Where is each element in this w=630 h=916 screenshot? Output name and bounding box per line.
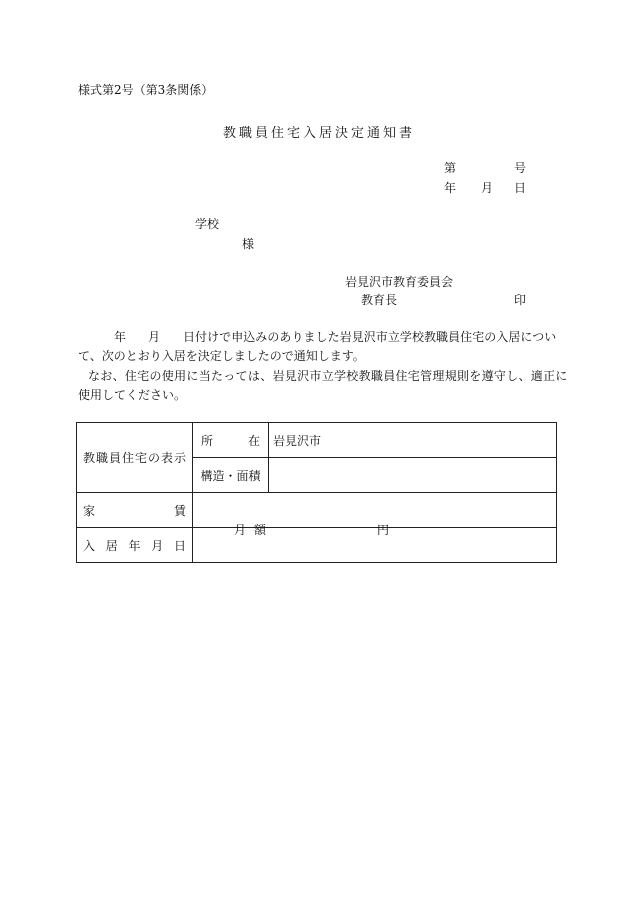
body-month: 月	[148, 330, 161, 344]
rent-value-cell[interactable]	[193, 493, 557, 537]
move-in-label-3: 年	[128, 538, 141, 553]
location-label-a: 所	[201, 433, 214, 448]
location-value: 岩見沢市	[273, 433, 322, 448]
date-month: 月	[481, 181, 494, 195]
body-paragraph-1: 日付けで申込みのありました岩見沢市立学校教職員住宅の入居につい	[183, 330, 557, 344]
housing-label: 教職員住宅の表示	[83, 451, 188, 465]
body-paragraph-1-cont: て、次のとおり入居を決定しましたので通知します。	[78, 349, 365, 363]
seal-mark: 印	[514, 293, 527, 307]
form-id: 様式第2号（第3条関係）	[78, 83, 214, 97]
body-year: 年	[114, 330, 127, 344]
date-day: 日	[514, 181, 527, 195]
recipient-school: 学校	[195, 217, 220, 231]
rent-monthly-label: 月額	[234, 523, 275, 537]
structure-label-cell	[193, 458, 269, 493]
location-value-cell[interactable]	[269, 423, 557, 458]
document-title: 教職員住宅入居決定通知書	[222, 126, 415, 141]
date-year: 年	[444, 181, 457, 195]
location-label-b: 在	[247, 433, 260, 448]
doc-number-label: 第	[444, 161, 457, 175]
move-in-label-2: 居	[105, 538, 118, 553]
body-paragraph-2: なお、住宅の使用に当たっては、岩見沢市立学校教職員住宅管理規則を遵守し、適正に	[88, 369, 568, 383]
doc-number-suffix: 号	[514, 161, 527, 175]
housing-label-cell	[77, 423, 193, 493]
rent-label-cell	[77, 493, 193, 528]
structure-label: 構造・面積	[200, 468, 261, 483]
housing-info-table	[76, 422, 557, 563]
move-in-label-cell	[77, 528, 193, 563]
rent-unit: 円	[377, 523, 390, 537]
move-in-label-5: 日	[173, 538, 186, 553]
body-paragraph-2-cont: 使用してください。	[78, 388, 187, 402]
recipient-honorific: 様	[242, 237, 255, 251]
location-label-cell	[193, 423, 269, 458]
rent-label-b: 賃	[173, 503, 186, 518]
move-in-label-4: 月	[151, 538, 164, 553]
sender-title: 教育長	[361, 293, 398, 307]
sender-org: 岩見沢市教育委員会	[345, 275, 454, 289]
rent-label-a: 家	[83, 503, 96, 518]
move-in-label-1: 入	[83, 538, 96, 553]
structure-value-cell[interactable]	[269, 458, 557, 493]
